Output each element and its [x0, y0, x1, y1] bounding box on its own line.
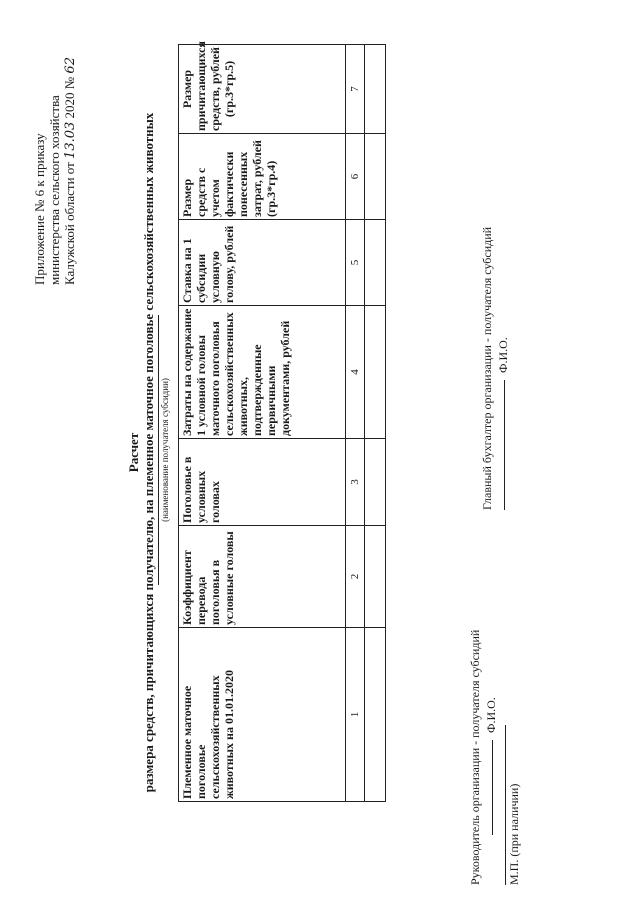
head-fio-label: Ф.И.О. [484, 697, 498, 733]
table-cell [365, 134, 386, 220]
appendix-line-1: Приложение № 6 к приказу [32, 133, 47, 285]
table-row-empty [365, 45, 386, 802]
header-cell: Племенное маточное поголовье сельскохозяйственных животных на 01.01.2020 [179, 628, 346, 802]
appendix-date-handwritten: 13.03 [63, 121, 78, 159]
header-cell: Поголовье в условных головах [179, 439, 346, 526]
table-cell [365, 306, 386, 439]
accountant-signature-line [504, 380, 505, 510]
table-cell [365, 628, 386, 802]
column-number: 7 [346, 45, 365, 134]
appendix-year: 2020 [62, 92, 77, 119]
header-cell: Коэффициент перевода поголовья в условные головы [179, 526, 346, 628]
header-cell: Затраты на содержание 1 условной головы маточного поголовья сельскохозяйственных животных, подтвержденные первичными документами, рублей [179, 306, 346, 439]
accountant-signature-label: Главный бухгалтер организации - получателя субсидий [480, 226, 494, 510]
table-cell [365, 45, 386, 134]
table-header-row [179, 45, 346, 802]
appendix-line-3-prefix: Калужской области от [62, 162, 77, 285]
appendix-header [32, 15, 78, 285]
head-signature-fio [484, 697, 499, 835]
column-number: 3 [346, 439, 365, 526]
head-signature-label: Руководитель организации - получателя субсидий [468, 629, 482, 885]
header-cell: Ставка на 1 субсидии условную голову, рублей [179, 220, 346, 306]
table-cell [365, 439, 386, 526]
column-number: 4 [346, 306, 365, 439]
appendix-number-handwritten: 62 [63, 57, 78, 74]
header-cell: Размер средств с учетом фактически понесенных затрат, рублей (гр.3*гр.4) [179, 134, 346, 220]
appendix-number-prefix: № [62, 76, 77, 90]
column-number: 1 [346, 628, 365, 802]
calculation-table [178, 41, 386, 802]
column-number: 5 [346, 220, 365, 306]
header-cell: Размер причитающихся средств, рублей (гр.3*гр.5) [179, 45, 346, 134]
appendix-line-3 [62, 15, 78, 285]
accountant-fio-label: Ф.И.О. [496, 337, 510, 373]
table-row-column-numbers [346, 45, 365, 802]
recipient-name-line: (наименование получателя субсидии) [158, 315, 170, 585]
head-signature-line [492, 740, 493, 835]
column-number: 6 [346, 134, 365, 220]
document-subtitle: размера средств, причитающихся получателю, на племенное маточное поголовье сельскохозяйственных животных [141, 112, 156, 793]
appendix-line-2: министерства сельского хозяйства [47, 95, 62, 285]
document-title: Расчет [126, 432, 141, 473]
column-number: 2 [346, 526, 365, 628]
table-cell [365, 220, 386, 306]
stamp-place: М.П. (при наличии) [505, 725, 522, 885]
accountant-signature-fio [496, 337, 511, 510]
table-cell [365, 526, 386, 628]
